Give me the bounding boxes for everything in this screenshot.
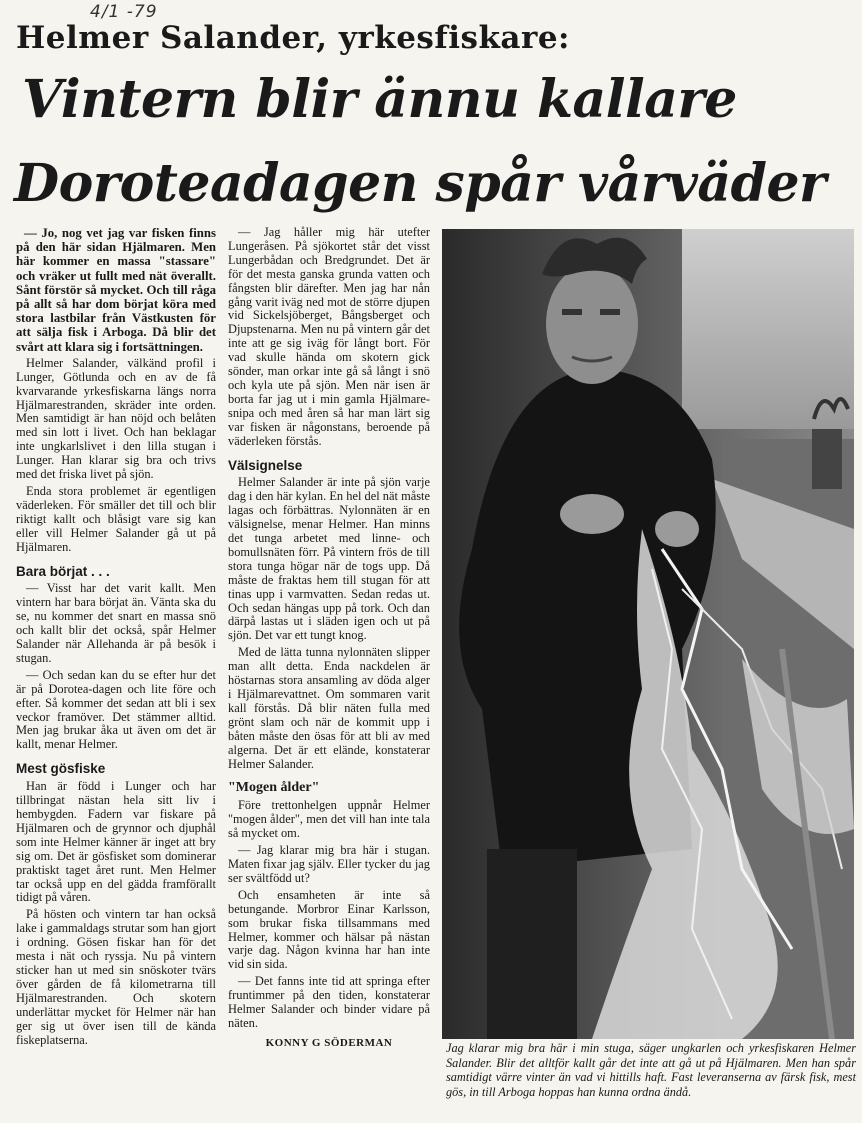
article-column-2 — [228, 226, 430, 1116]
fisherman-illustration — [442, 229, 854, 1039]
paragraph: Helmer Salander, välkänd profil i Lunger, Götlunda och en av de få kvarvarande yrkesfiskarna längs norra Hjälmarestranden, skräder inte orden. Men samtidigt är han nöjd och belåten med sin lott i livet. Och han beklagar inte ungkarlslivet i den lilla stugan i Lunger. Han klarar sig bra och trivs med det friska livet på sjön. — [16, 355, 216, 482]
paragraph: Med de lätta tunna nylonnäten slipper man allt detta. Enda nackdelen är höstarnas stora ansamling av döda alger i Hjälmarevattnet. Om sommaren varit kall förstås. Då blir näten fulla med grönt slam och när de kommit upp i båten måste den ösas för att bli av med algerna. Det är ett elände, konstaterar Helmer Salander. — [228, 645, 430, 771]
paragraph: Och ensamheten är inte så betungande. Morbror Einar Karlsson, som brukar fiska tillsammans med Helmer, kommer och hälsar på nästan varje dag. Någon kvinna har han inte vid sin sida. — [228, 887, 430, 972]
subheading-mest-gosfiske: Mest gösfiske — [16, 761, 106, 777]
paragraph: Helmer Salander är inte på sjön varje dag i den här kylan. En hel del nät måste lagas och förbättras. Nylonnäten är en välsignelse, menar Helmer. Han minns det tunga arbetet med linne- och bomullsnäten förr. På vintern frös de till stora tunga högar när de togs upp. Då måste de fraktas hem till stugan för att tinas upp i varmvatten. Sedan redas ut. Och sedan hängas upp på tork. Och dan därpå lastas ut i släden igen och ut på sjön. Det var ett tungt knog. — [228, 475, 430, 643]
headline-line-1: Vintern blir ännu kallare — [22, 69, 737, 130]
paragraph: Han är född i Lunger och har tillbringat nästan hela sitt liv i hembygden. Fadern var fiskare på Hjälmaren och de grynnor och djuphål som inte Helmer känner är inget att bry sig om. Det är gösfisket som dominerar praktiskt taget året runt. Men Helmer tar också upp en del gädda framförallt tidigt på våren. — [16, 779, 216, 905]
paragraph: På hösten och vintern tar han också lake i gammaldags strutar som han gjort i ordning. Gösen fiskar han för det mesta i nät och ryssja. Nu på vintern sticker han ut med sin snöskoter tvärs över gården de få kilometrarna till Hjälmarestranden. Och skotern underlättar mycket för Helmer när han ger sig ut över isen till de kända fiskeplatserna. — [16, 907, 216, 1047]
subheading-valsignelse: Välsignelse — [228, 457, 303, 473]
fisherman-photo — [442, 229, 854, 1039]
photo-caption: Jag klarar mig bra här i min stuga, säger ungkarlen och yrkesfiskaren Helmer Salander. Blir det alltför kallt går det inte att gå ut på Hjälmaren. Men han spår samtidigt värre vinter än vad vi hittills haft. Fast leveranserna av färsk fisk, mest gös, in till Arboga hoppas han kunna ordna ändå. — [446, 1041, 856, 1099]
paragraph: — Jag håller mig här utefter Lungeråsen. På sjökortet står det visst Lungerbådan och Bredgrundet. Det är för det mesta ganska grunda vatten och fångsten blir därefter. Men jag har nån gång varit iväg ned mot de större djupen vid Sickelsjöberget, Bångsberget och Djupstenarna. Men nu på vintern går det inte att ge sig iväg för långt bort. För vad skulle hända om skotern gick sönder, man orkar inte gå så långt i snö och kyla ute på sjön. Men när isen är borta far jag ut i min gamla Hjälmare-snipa och med åren så har man lärt sig var fisken är någonstans, beroende på väderleken förstås. — [228, 226, 430, 448]
paragraph: — Det fanns inte tid att springa efter fruntimmer på den tiden, konstaterar Helmer Salander och binder vidare på näten. — [228, 974, 430, 1030]
paragraph: — Visst har det varit kallt. Men vintern har bara börjat än. Vänta ska du se, nu kommer det snart en massa snö och kallt blir det också, spår Helmer Salander när Allehanda är på besök i stugan. — [16, 581, 216, 665]
paragraph: Enda stora problemet är egentligen väderleken. För smäller det till och blir riktigt kallt och blåsigt vare sig kan eller vill Helmer Salander gå ut på Hjälmaren. — [16, 483, 216, 554]
headline-line-2: Doroteadagen spår vårväder — [14, 153, 826, 214]
handwritten-date: 4/1 -79 — [90, 2, 158, 22]
paragraph: — Och sedan kan du se efter hur det är på Dorotea-dagen och lite före och efter. Så kommer det sedan att bli i sex veckor framöver. Det stämmer alltid. Men jag brukar åka ut även om det är kallt, menar Helmer. — [16, 667, 216, 752]
subheading-bara-borjat: Bara börjat . . . — [16, 563, 110, 579]
subheading-mogen-alder: "Mogen ålder" — [228, 780, 320, 796]
paragraph: Före trettonhelgen uppnår Helmer "mogen ålder", men det vill han inte tala så mycket om. — [228, 798, 430, 841]
article-column-1 — [16, 226, 216, 1114]
kicker-headline: Helmer Salander, yrkesfiskare: — [16, 20, 571, 56]
byline: KONNY G SÖDERMAN — [265, 1036, 393, 1049]
paragraph: — Jag klarar mig bra här i stugan. Maten fixar jag själv. Eller tycker du jag ser svältfödd ut? — [228, 843, 430, 885]
article-lead: — Jo, nog vet jag var fisken finns på den här sidan Hjälmaren. Men här kommer en massa "stassare" och vräker ut fullt med nät överallt. Sånt förstör så mycket. Och till råga på allt så har dom börjat köra med stora lastbilar från Västkusten för att sälja fisk i Arboga. Då blir det svårt att klara sig i fortsättningen. — [16, 226, 216, 354]
